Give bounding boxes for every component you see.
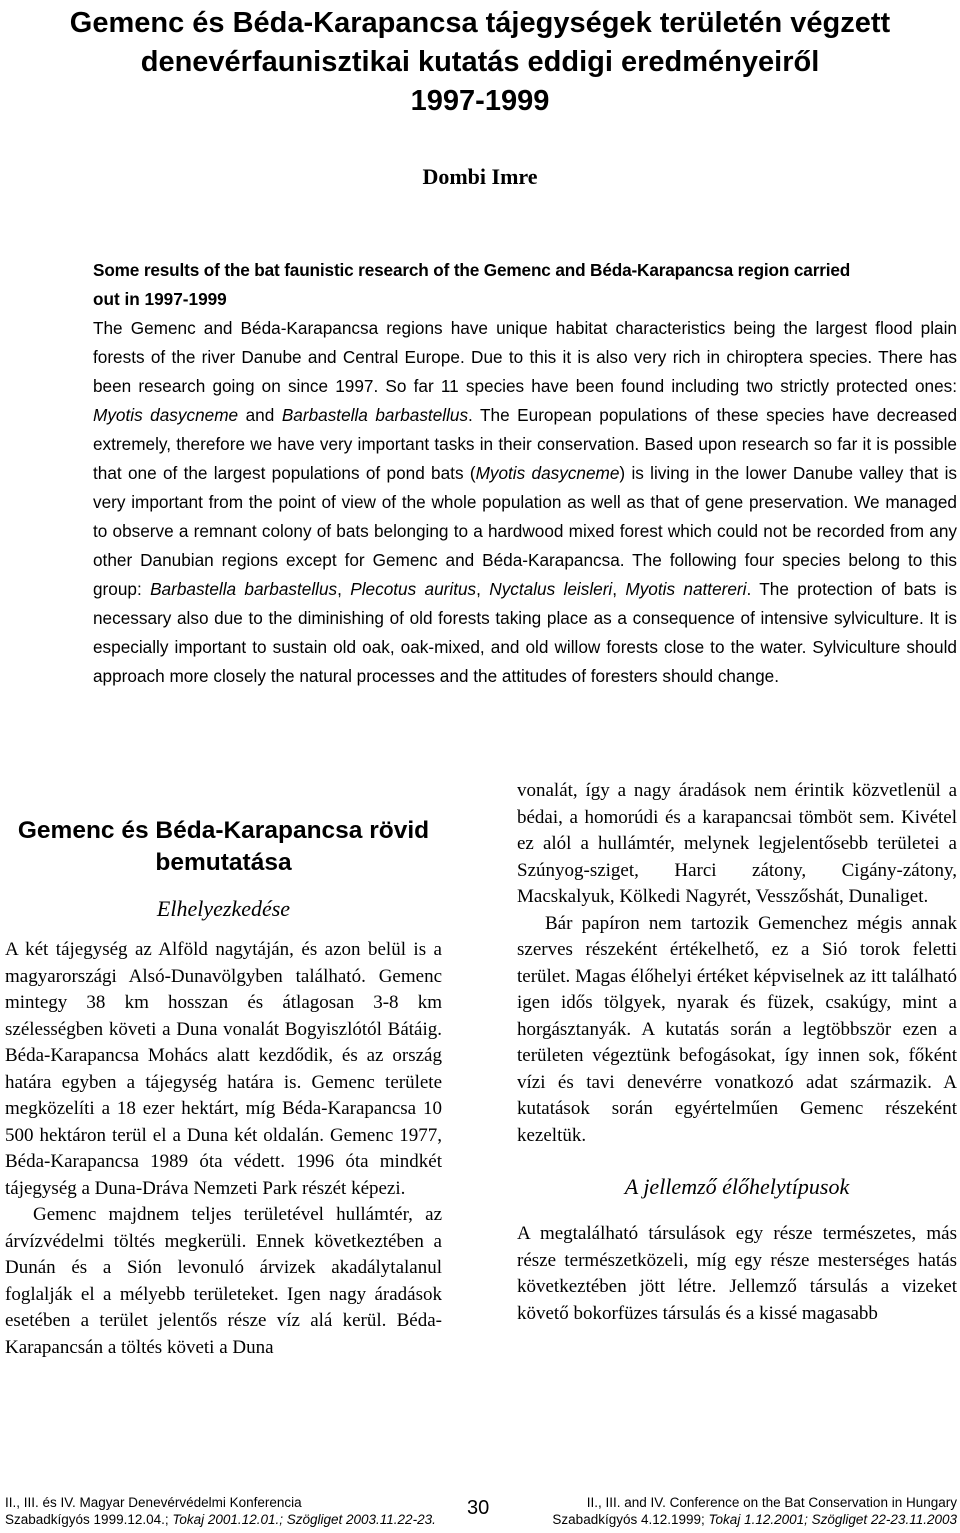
species-name: Plecotus auritus [350, 579, 477, 599]
footer-right-line-2 [552, 1511, 957, 1528]
footer-right-line-1: II., III. and IV. Conference on the Bat Conservation in Hungary [586, 1495, 957, 1510]
abstract-title [93, 256, 957, 314]
title-line-1: Gemenc és Béda-Karapancsa tájegységek területén végzett [69, 7, 891, 39]
subsection-heading: Elhelyezkedése [156, 896, 291, 921]
abstract-body [93, 314, 957, 691]
author-name: Dombi Imre [422, 164, 538, 189]
species-name: Barbastella barbastellus [281, 405, 469, 425]
left-paragraph-2: Gemenc majdnem teljes területével hullámtér, az árvízvédelmi töltés megkerüli. Ennek következtében a Dunán és a Sión levonuló árvizek akadálytalanul foglalják el a mélyebb területeket. Igen nagy áradások esetében a terület jelentős része víz alá kerül. Béda-Karapancsán a töltés követi a Duna [5, 1204, 442, 1358]
species-name: Myotis nattereri [625, 579, 747, 599]
section-heading-line-2: bemutatása [155, 849, 292, 876]
page-footer [0, 1494, 960, 1533]
title-line-3: 1997-1999 [410, 85, 550, 117]
abstract-separator: , [476, 579, 490, 599]
abstract-text-1: The Gemenc and Béda-Karapancsa regions have unique habitat characteristics being the largest flood plain forests of the river Danube and Central Europe. Due to this it is also very rich in chiroptera species. There has been research going on since 1997. So far 11 species have been found including two strictly protected ones: [93, 318, 957, 396]
footer-left-line-2 [5, 1511, 436, 1528]
subsection-heading-habitats: A jellemző élőhelytípusok [624, 1174, 850, 1199]
right-column [517, 778, 957, 1327]
species-name: Myotis dasycneme [93, 405, 239, 425]
footer-right-dates-2: Tokaj 1.12.2001; Szögliget 22-23.11.2003 [708, 1512, 957, 1527]
abstract-separator: , [337, 579, 351, 599]
species-name: Nyctalus leisleri [489, 579, 613, 599]
page-number: 30 [467, 1497, 490, 1519]
right-paragraph-1: vonalát, így a nagy áradások nem érintik közvetlenül a bédai, a homorúdi és a karapancsai tömböt sem. Kivétel ez alól a hullámtér, melynek legjelentősebb területei a Szúnyog-sziget, Harci zátony, Cigány-zátony, Macskalyuk, Kölkedi Nagyrét, Vesszőshát, Dunaliget. [517, 780, 957, 907]
footer-right [552, 1494, 957, 1528]
footer-right-date-1: Szabadkígyós 4.12.1999; [552, 1512, 709, 1527]
abstract-text-3: ) is living in the lower Danube valley that is very important from the point of view of the whole population as well as that of gene preservation. We managed to observe a remnant colony of bats belonging to a hardwood mixed forest which could not be recorded from any other Danubian regions except for Gemenc and Béda-Karapancsa. The following four species belong to this group: [93, 463, 957, 599]
left-column [5, 815, 442, 1361]
abstract-title-line-2: out in 1997-1999 [93, 289, 227, 309]
footer-left-dates-2: Tokaj 2001.12.01.; Szögliget 2003.11.22-23. [172, 1512, 436, 1527]
section-heading [5, 815, 442, 879]
abstract-separator: , [612, 579, 626, 599]
footer-left-date-1: Szabadkígyós 1999.12.04.; [5, 1512, 173, 1527]
abstract-title-line-1: Some results of the bat faunistic research of the Gemenc and Béda-Karapancsa region carried [93, 260, 851, 280]
abstract [93, 256, 957, 691]
right-paragraph-2: Bár papíron nem tartozik Gemenchez mégis annak szerves részeként értékelhető, ez a Sió torok feletti terület. Magas élőhelyi értéket képviselnek az itt található igen idős tölgyek, nyarak és füzek, csakúgy, mint a horgásztanyák. A kutatás során a legtöbbször ezen a területen végeztünk befogásokat, így innen sok, főként vízi és tavi denevérre vonatkozó adat származik. A kutatások során egyértelműen Gemenc részeként kezeltük. [517, 912, 957, 1146]
abstract-text-2: . The European populations of these species have decreased extremely, therefore we have very important tasks in their conservation. Based upon research so far it is possible that one of the largest populations of pond bats ( [93, 405, 958, 483]
species-name: Myotis dasycneme [475, 463, 620, 483]
footer-left-line-1: II., III. és IV. Magyar Denevérvédelmi Konferencia [5, 1495, 302, 1510]
species-name: Barbastella barbastellus [150, 579, 338, 599]
footer-left [5, 1494, 436, 1528]
left-paragraph-1: A két tájegység az Alföld nagytáján, és azon belül is a magyarországi Alsó-Dunavölgyben található. Gemenc mintegy 38 km hosszan és átlagosan 3-8 km szélességben követi a Duna vonalát Bogyiszlótól Bátáig. Béda-Karapancsa Mohács alatt kezdődik, és az ország határa egyben a tájegység határa is. Gemenc területe megközelíti a 18 ezer hektárt, míg Béda-Karapancsa 10 500 hektáron terül el a Duna két oldalán. Gemenc 1977, Béda-Karapancsa 1989 óta védett. 1996 óta mindkét tájegység a Duna-Dráva Nemzeti Park részét képezi. [5, 939, 442, 1199]
section-heading-line-1: Gemenc és Béda-Karapancsa rövid [17, 817, 430, 844]
title-line-2: denevérfaunisztikai kutatás eddigi eredményeiről [140, 46, 820, 78]
paper-title [0, 4, 960, 121]
abstract-conjunction: and [238, 405, 282, 425]
abstract-text-4: . The protection of bats is necessary also due to the diminishing of old forests taking place as a consequence of intensive sylviculture. It is especially important to sustain old oak, oak-mixed, and old willow forests close to the water. Sylviculture should approach more closely the natural processes and the attitudes of foresters should change. [93, 579, 958, 686]
right-paragraph-3: A megtalálható társulások egy része természetes, más része természetközeli, míg egy része mesterséges hatás következtében jött létre. Jellemző társulás a vizeket követő bokorfüzes társulás és a kissé magasabb [517, 1223, 957, 1324]
